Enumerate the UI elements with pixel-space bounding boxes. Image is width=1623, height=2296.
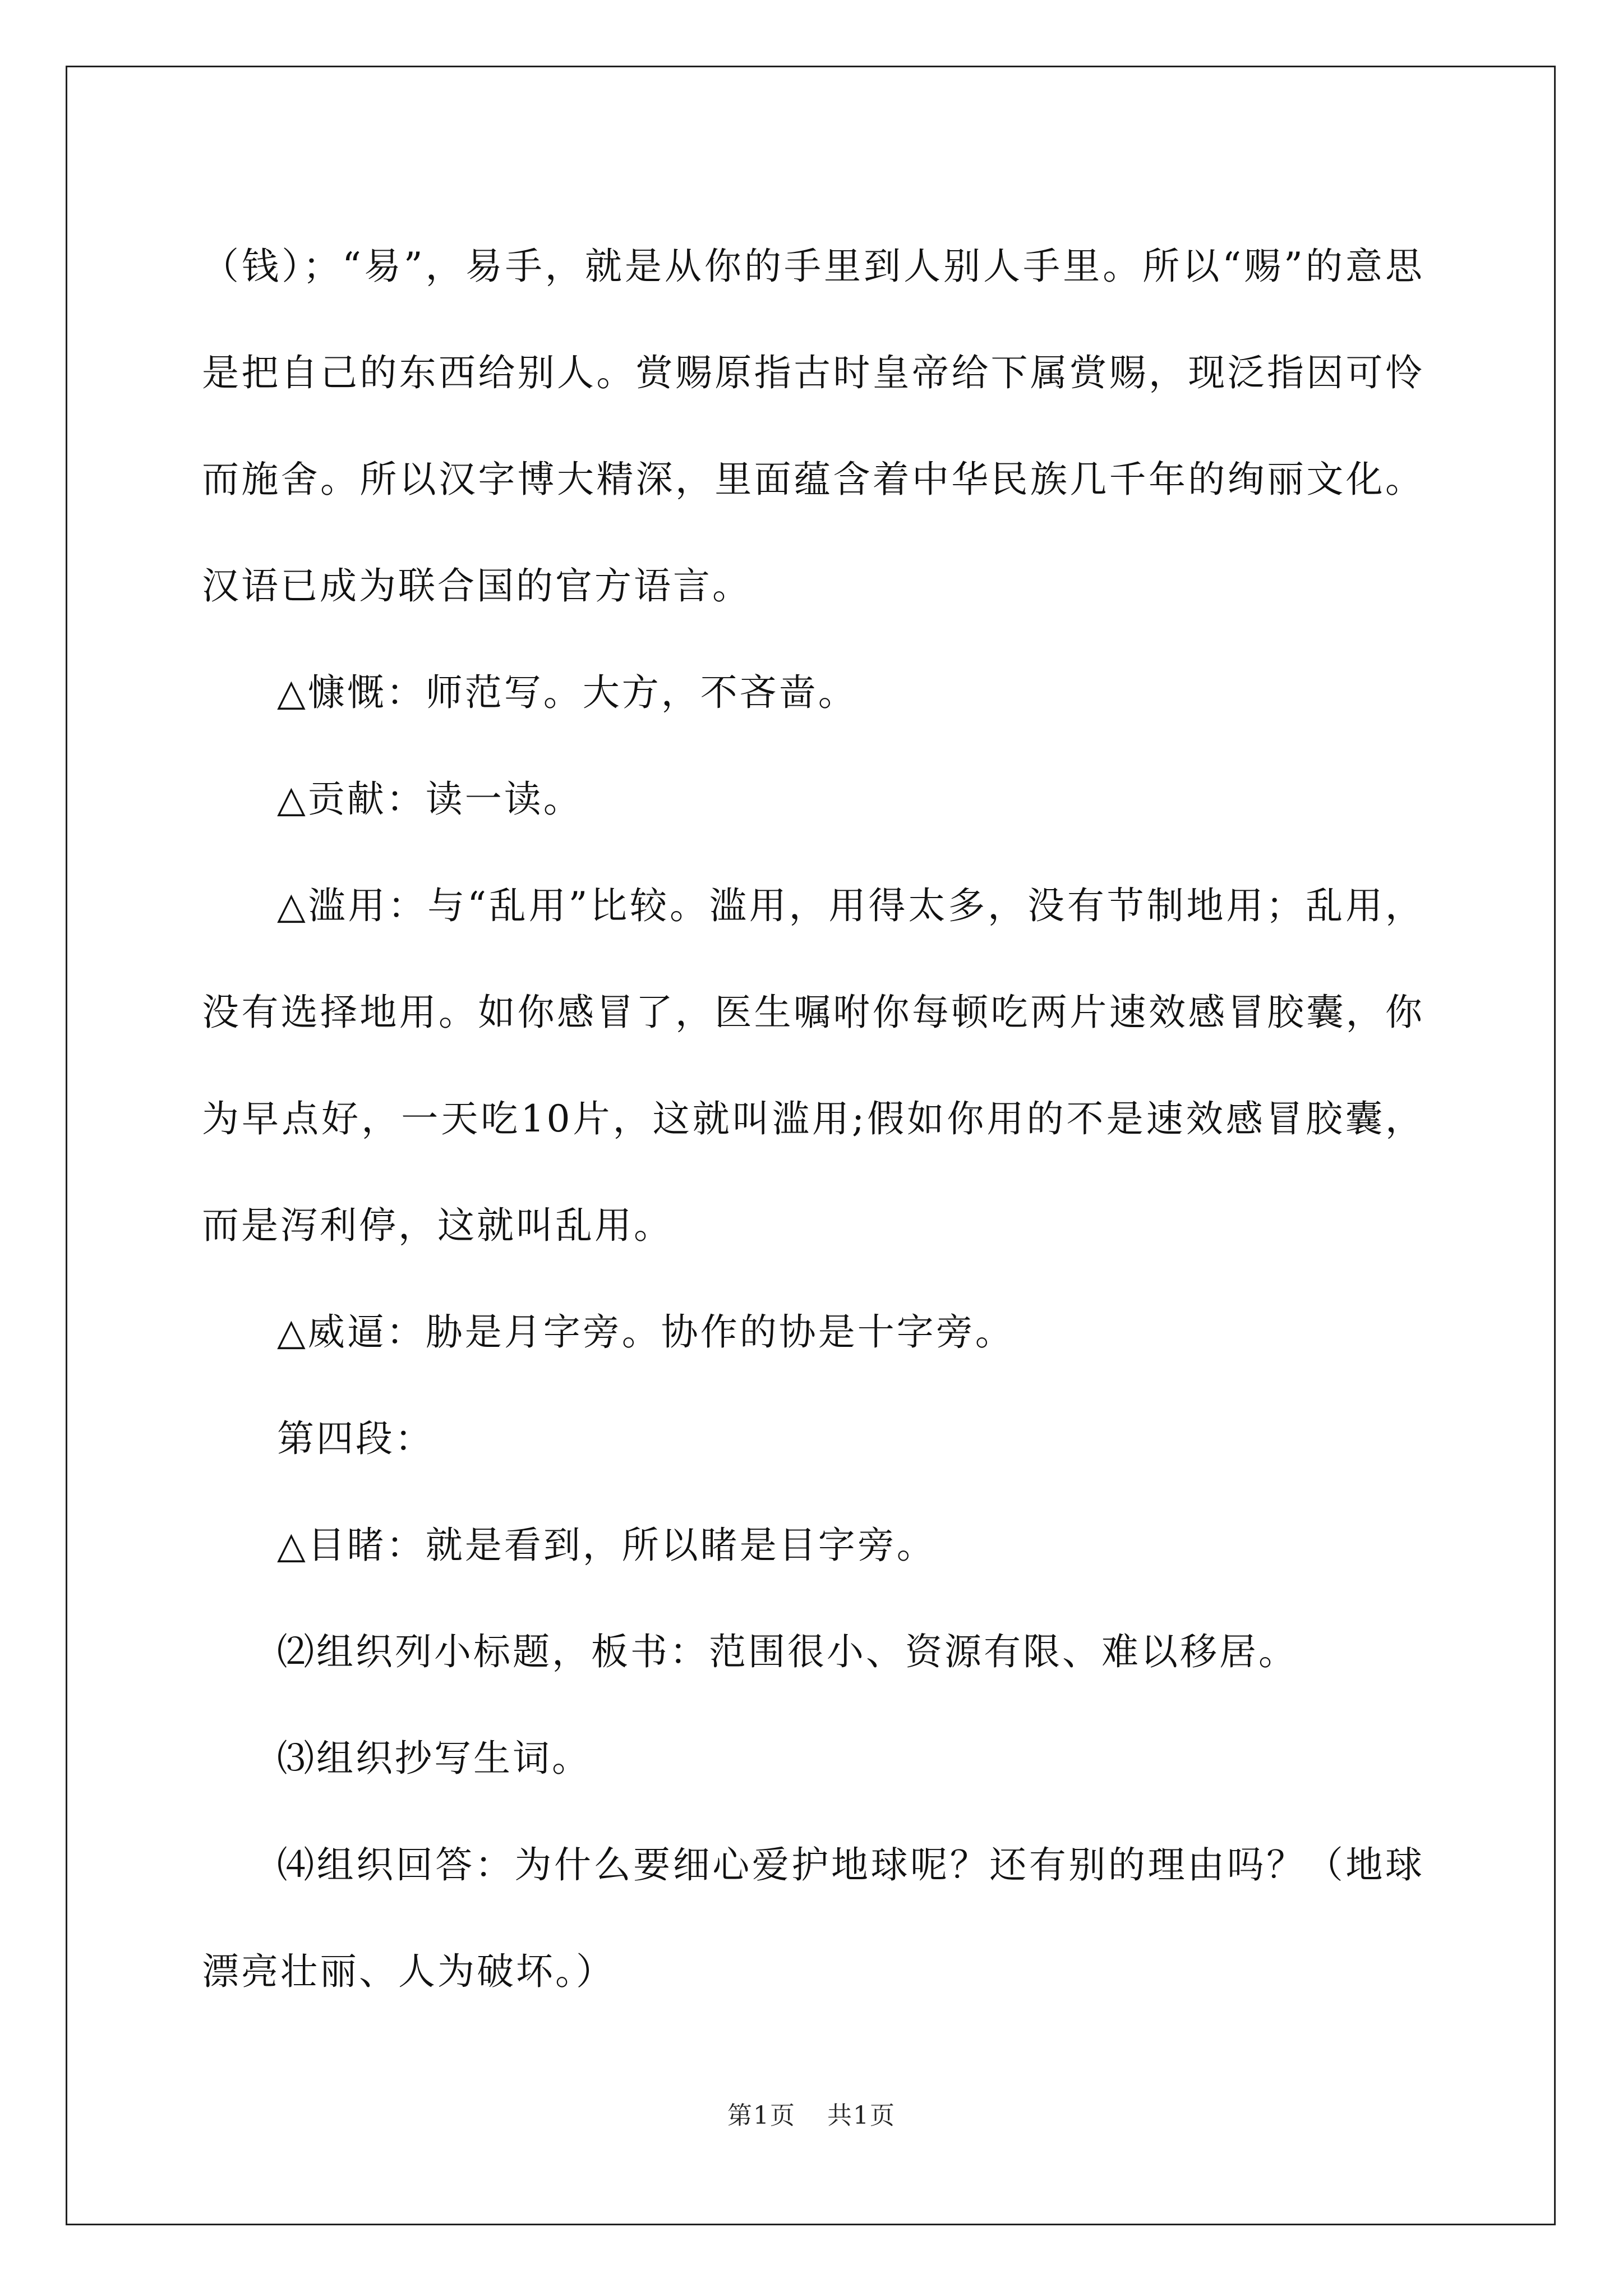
paragraph-5: △威逼：胁是月字旁。协作的协是十字旁。 [277, 1310, 1015, 1354]
document-body [202, 213, 1424, 2025]
paragraph-1: （钱）；“易”，易手，就是从你的手里到人别人手里。所以“赐”的意思是把自己的东西给别人。赏赐原指古时皇帝给下属赏赐，现泛指因可怜而施舍。所以汉字博大精深，里面蕴含着中华民族几千年的绚丽文化。汉语已成为联合国的官方语言。 [202, 245, 1424, 608]
paragraph-6: 第四段： [277, 1417, 434, 1460]
paragraph-4: △滥用：与“乱用”比较。滥用，用得太多，没有节制地用；乱用，没有选择地用。如你感冒了，医生嘱咐你每顿吃两片速效感冒胶囊，你为早点好，一天吃10片，这就叫滥用;假如你用的不是速效感冒胶囊，而是泻利停，这就叫乱用。 [202, 884, 1424, 1247]
paragraph-10: ⑷组织回答：为什么要细心爱护地球呢？还有别的理由吗？（地球漂亮壮丽、人为破坏。） [202, 1843, 1424, 1993]
paragraph-3: △贡献：读一读。 [277, 777, 583, 821]
paragraph-7: △目睹：就是看到，所以睹是目字旁。 [277, 1524, 936, 1567]
page-footer [0, 2099, 1623, 2133]
page-number-current: 第1页 [727, 2101, 796, 2130]
page-number-total: 共1页 [827, 2101, 896, 2130]
paragraph-9: ⑶组织抄写生词。 [277, 1737, 591, 1780]
paragraph-2: △慷慨：师范写。大方，不吝啬。 [277, 671, 857, 714]
paragraph-8: ⑵组织列小标题，板书：范围很小、资源有限、难以移居。 [277, 1630, 1298, 1673]
